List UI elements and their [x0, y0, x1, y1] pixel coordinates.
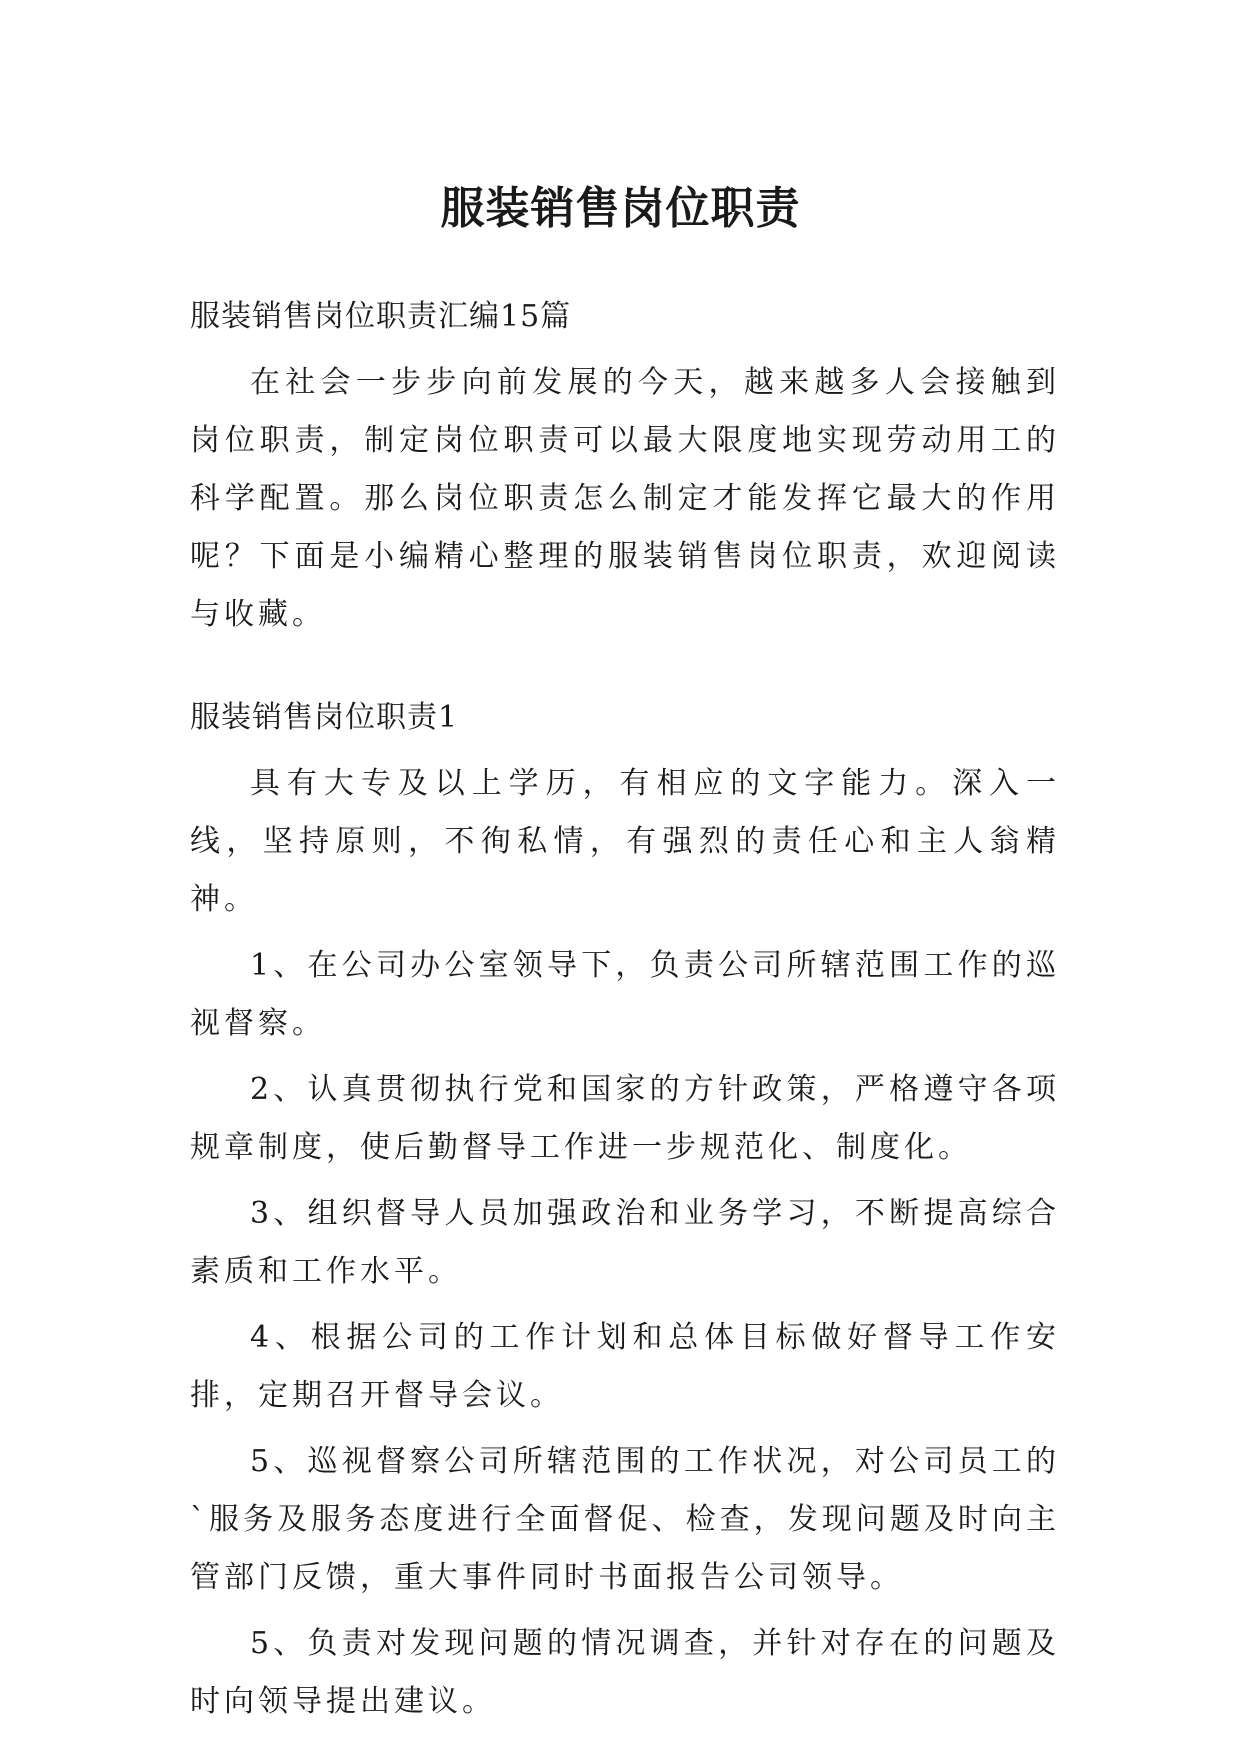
duty-item-5: 5、巡视督察公司所辖范围的工作状况，对公司员工的`服务及服务态度进行全面督促、检查，发现问题及时向主管部门反馈，重大事件同时书面报告公司领导。: [190, 1444, 1060, 1595]
duty-item-2: 2、认真贯彻执行党和国家的方针政策，严格遵守各项规章制度，使后勤督导工作进一步规范化、制度化。: [190, 1072, 1060, 1165]
duty-item-1: 1、在公司办公室领导下，负责公司所辖范围工作的巡视督察。: [190, 948, 1060, 1041]
section-paragraph: 具有大专及以上学历，有相应的文字能力。深入一线，坚持原则，不徇私情，有强烈的责任心和主人翁精神。: [190, 766, 1060, 917]
document-subtitle: 服装销售岗位职责汇编15篇: [190, 299, 572, 334]
document-title: 服装销售岗位职责: [440, 183, 801, 235]
section-heading: 服装销售岗位职责1: [190, 700, 459, 735]
intro-paragraph: 在社会一步步向前发展的今天，越来越多人会接触到岗位职责，制定岗位职责可以最大限度地实现劳动用工的科学配置。那么岗位职责怎么制定才能发挥它最大的作用呢？下面是小编精心整理的服装销售岗位职责，欢迎阅读与收藏。: [190, 365, 1060, 632]
duty-item-6: 5、负责对发现问题的情况调查，并针对存在的问题及时向领导提出建议。: [190, 1626, 1060, 1719]
duty-item-4: 4、根据公司的工作计划和总体目标做好督导工作安排，定期召开督导会议。: [190, 1320, 1060, 1413]
document-body: [190, 288, 1060, 1731]
duty-item-3: 3、组织督导人员加强政治和业务学习，不断提高综合素质和工作水平。: [190, 1196, 1060, 1289]
